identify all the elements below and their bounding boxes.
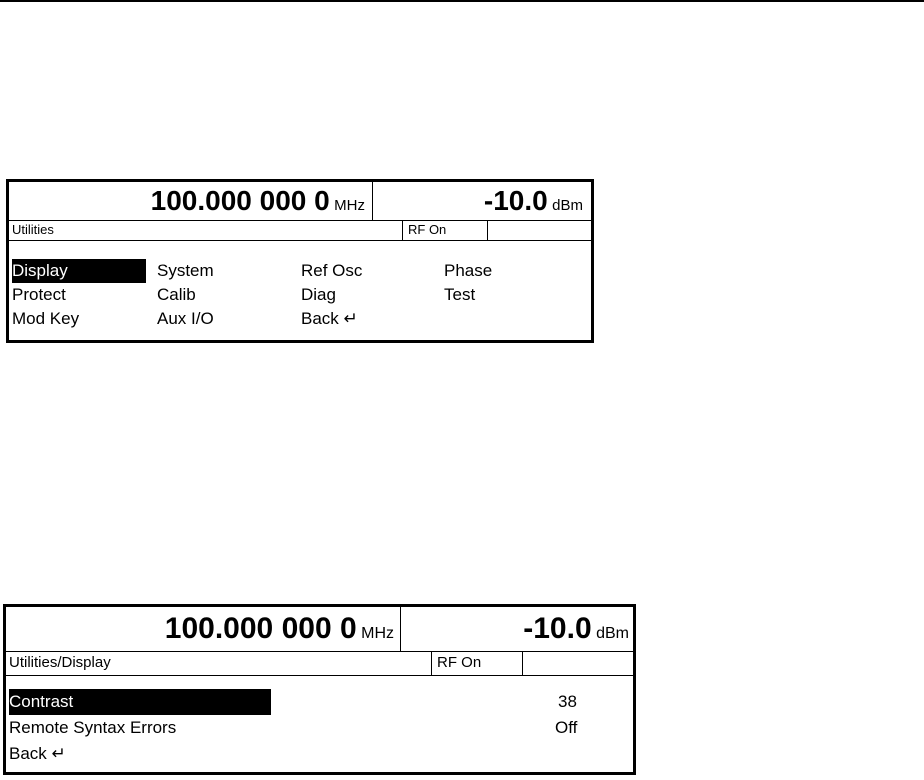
header-bar (6, 607, 633, 652)
display-menu-screen (3, 604, 636, 775)
menu-path: Utilities (12, 222, 54, 237)
remote-syntax-errors-value[interactable]: Off (555, 718, 578, 737)
level-value: -10.0 (483, 185, 548, 216)
rf-status-badge: RF On (431, 651, 523, 675)
menu-item-contrast[interactable]: Contrast (9, 689, 271, 715)
menu-item-back[interactable]: Back ↵ (301, 309, 358, 328)
level-unit: dBm (596, 625, 629, 642)
level-unit: dBm (552, 197, 583, 214)
menu-path: Utilities/Display (9, 654, 111, 671)
menu-item-diag[interactable]: Diag (301, 285, 336, 304)
menu-item-test[interactable]: Test (444, 285, 476, 304)
contrast-value[interactable]: 38 (558, 692, 577, 711)
header-bar (9, 182, 591, 221)
menu-item-aux-io[interactable]: Aux I/O (157, 309, 214, 328)
frequency-unit: MHz (334, 197, 365, 214)
utilities-menu-screen (6, 179, 594, 343)
frequency-unit: MHz (361, 625, 394, 642)
rf-status-badge: RF On (402, 220, 488, 240)
page-top-rule (0, 0, 924, 2)
frequency-value: 100.000 000 0 (164, 612, 357, 645)
status-bar (9, 220, 591, 241)
frequency-display[interactable] (6, 607, 401, 651)
menu-item-ref-osc[interactable]: Ref Osc (301, 261, 363, 280)
level-display[interactable] (373, 182, 585, 220)
menu-item-display[interactable]: Display (12, 259, 146, 283)
level-value: -10.0 (523, 612, 592, 645)
menu-item-back[interactable]: Back ↵ (9, 744, 66, 763)
frequency-value: 100.000 000 0 (150, 185, 330, 216)
level-display[interactable] (401, 607, 633, 651)
menu-item-calib[interactable]: Calib (157, 285, 196, 304)
menu-item-phase[interactable]: Phase (444, 261, 493, 280)
menu-item-remote-syntax-errors[interactable]: Remote Syntax Errors (9, 718, 177, 737)
menu-item-system[interactable]: System (157, 261, 214, 280)
status-bar (6, 651, 633, 676)
frequency-display[interactable] (9, 182, 373, 220)
menu-item-mod-key[interactable]: Mod Key (12, 309, 80, 328)
menu-item-protect[interactable]: Protect (12, 285, 66, 304)
